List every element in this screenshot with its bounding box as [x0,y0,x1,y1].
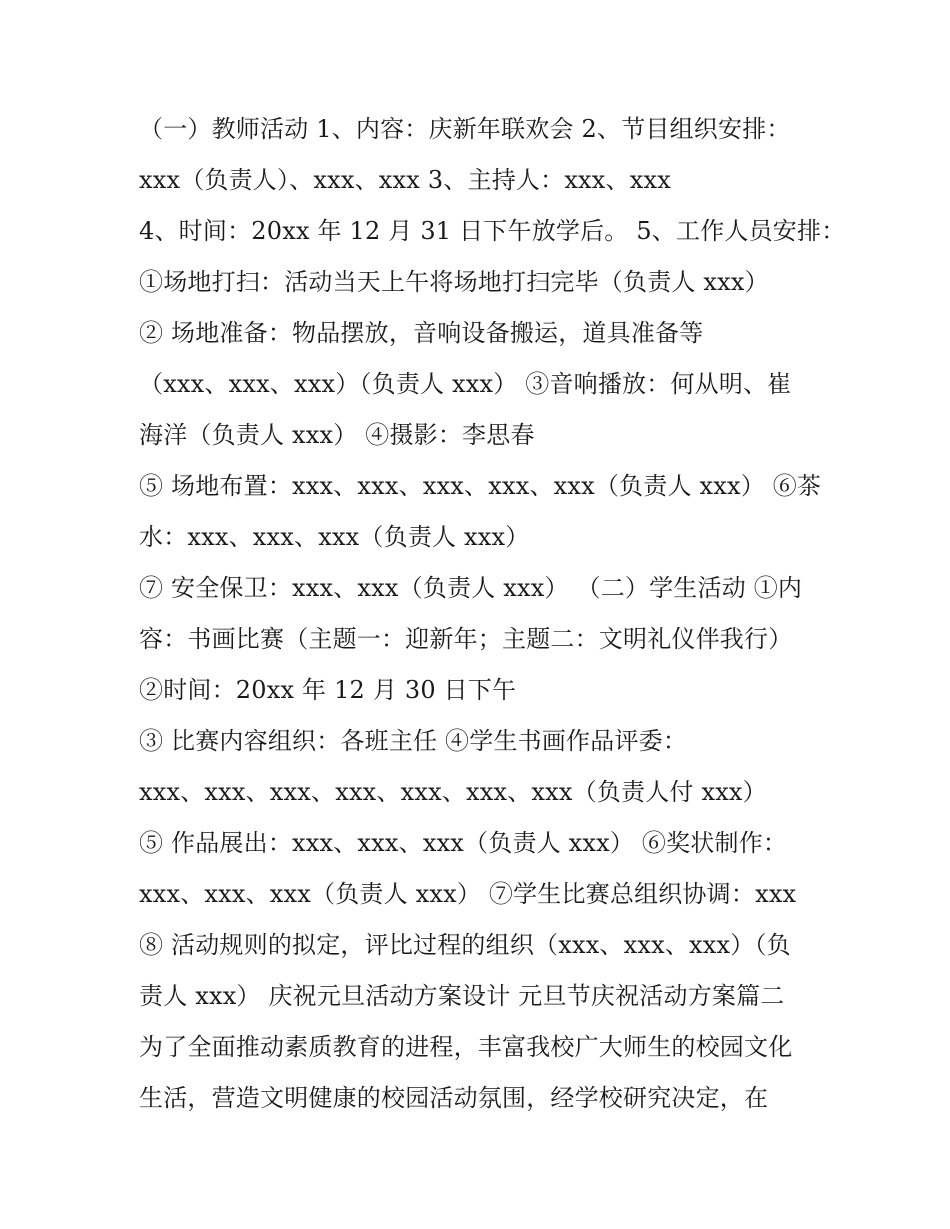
text-line: ⑤ 作品展出：xxx、xxx、xxx（负责人 xxx） ⑥奖状制作： [139,829,788,857]
text-line: （一）教师活动 1、内容：庆新年联欢会 2、节目组织安排： [139,115,791,143]
text-line: xxx、xxx、xxx（负责人 xxx） ⑦学生比赛总组织协调：xxx [139,880,797,908]
text-line: ② 场地准备：物品摆放，音响设备搬运，道具准备等 [139,319,704,347]
text-line: xxx、xxx、xxx、xxx、xxx、xxx、xxx（负责人付 xxx） [139,778,767,806]
text-line: 为了全面推动素质教育的进程，丰富我校广大师生的校园文化 [139,1033,793,1061]
text-line: ①场地打扫：活动当天上午将场地打扫完毕（负责人 xxx） [139,268,769,296]
text-line: ⑧ 活动规则的拟定，评比过程的组织（xxx、xxx、xxx）（负 [139,931,791,959]
text-line: 水：xxx、xxx、xxx（负责人 xxx） [139,523,530,551]
text-line: ③ 比赛内容组织：各班主任 ④学生书画作品评委： [139,727,688,755]
text-line: xxx（负责人）、xxx、xxx 3、主持人：xxx、xxx [139,166,671,194]
text-line: （xxx、xxx、xxx）（负责人 xxx） ③音响播放：何从明、崔 [139,370,792,398]
document-body [139,104,846,1124]
text-line: 海洋（负责人 xxx） ④摄影：李思春 [139,421,535,449]
text-line: 责人 xxx） 庆祝元旦活动方案设计 元旦节庆祝活动方案篇二 [139,982,785,1010]
text-line: 容：书画比赛（主题一：迎新年；主题二：文明礼仪伴我行） [139,625,793,653]
text-line: ⑦ 安全保卫：xxx、xxx（负责人 xxx） （二）学生活动 ①内 [139,574,803,602]
text-line: 4、时间：20xx 年 12 月 31 日下午放学后。 5、工作人员安排： [139,217,846,245]
text-line: ②时间：20xx 年 12 月 30 日下午 [139,676,517,704]
text-line: ⑤ 场地布置：xxx、xxx、xxx、xxx、xxx（负责人 xxx） ⑥茶 [139,472,822,500]
text-line: 生活，营造文明健康的校园活动氛围，经学校研究决定，在 [139,1084,769,1112]
